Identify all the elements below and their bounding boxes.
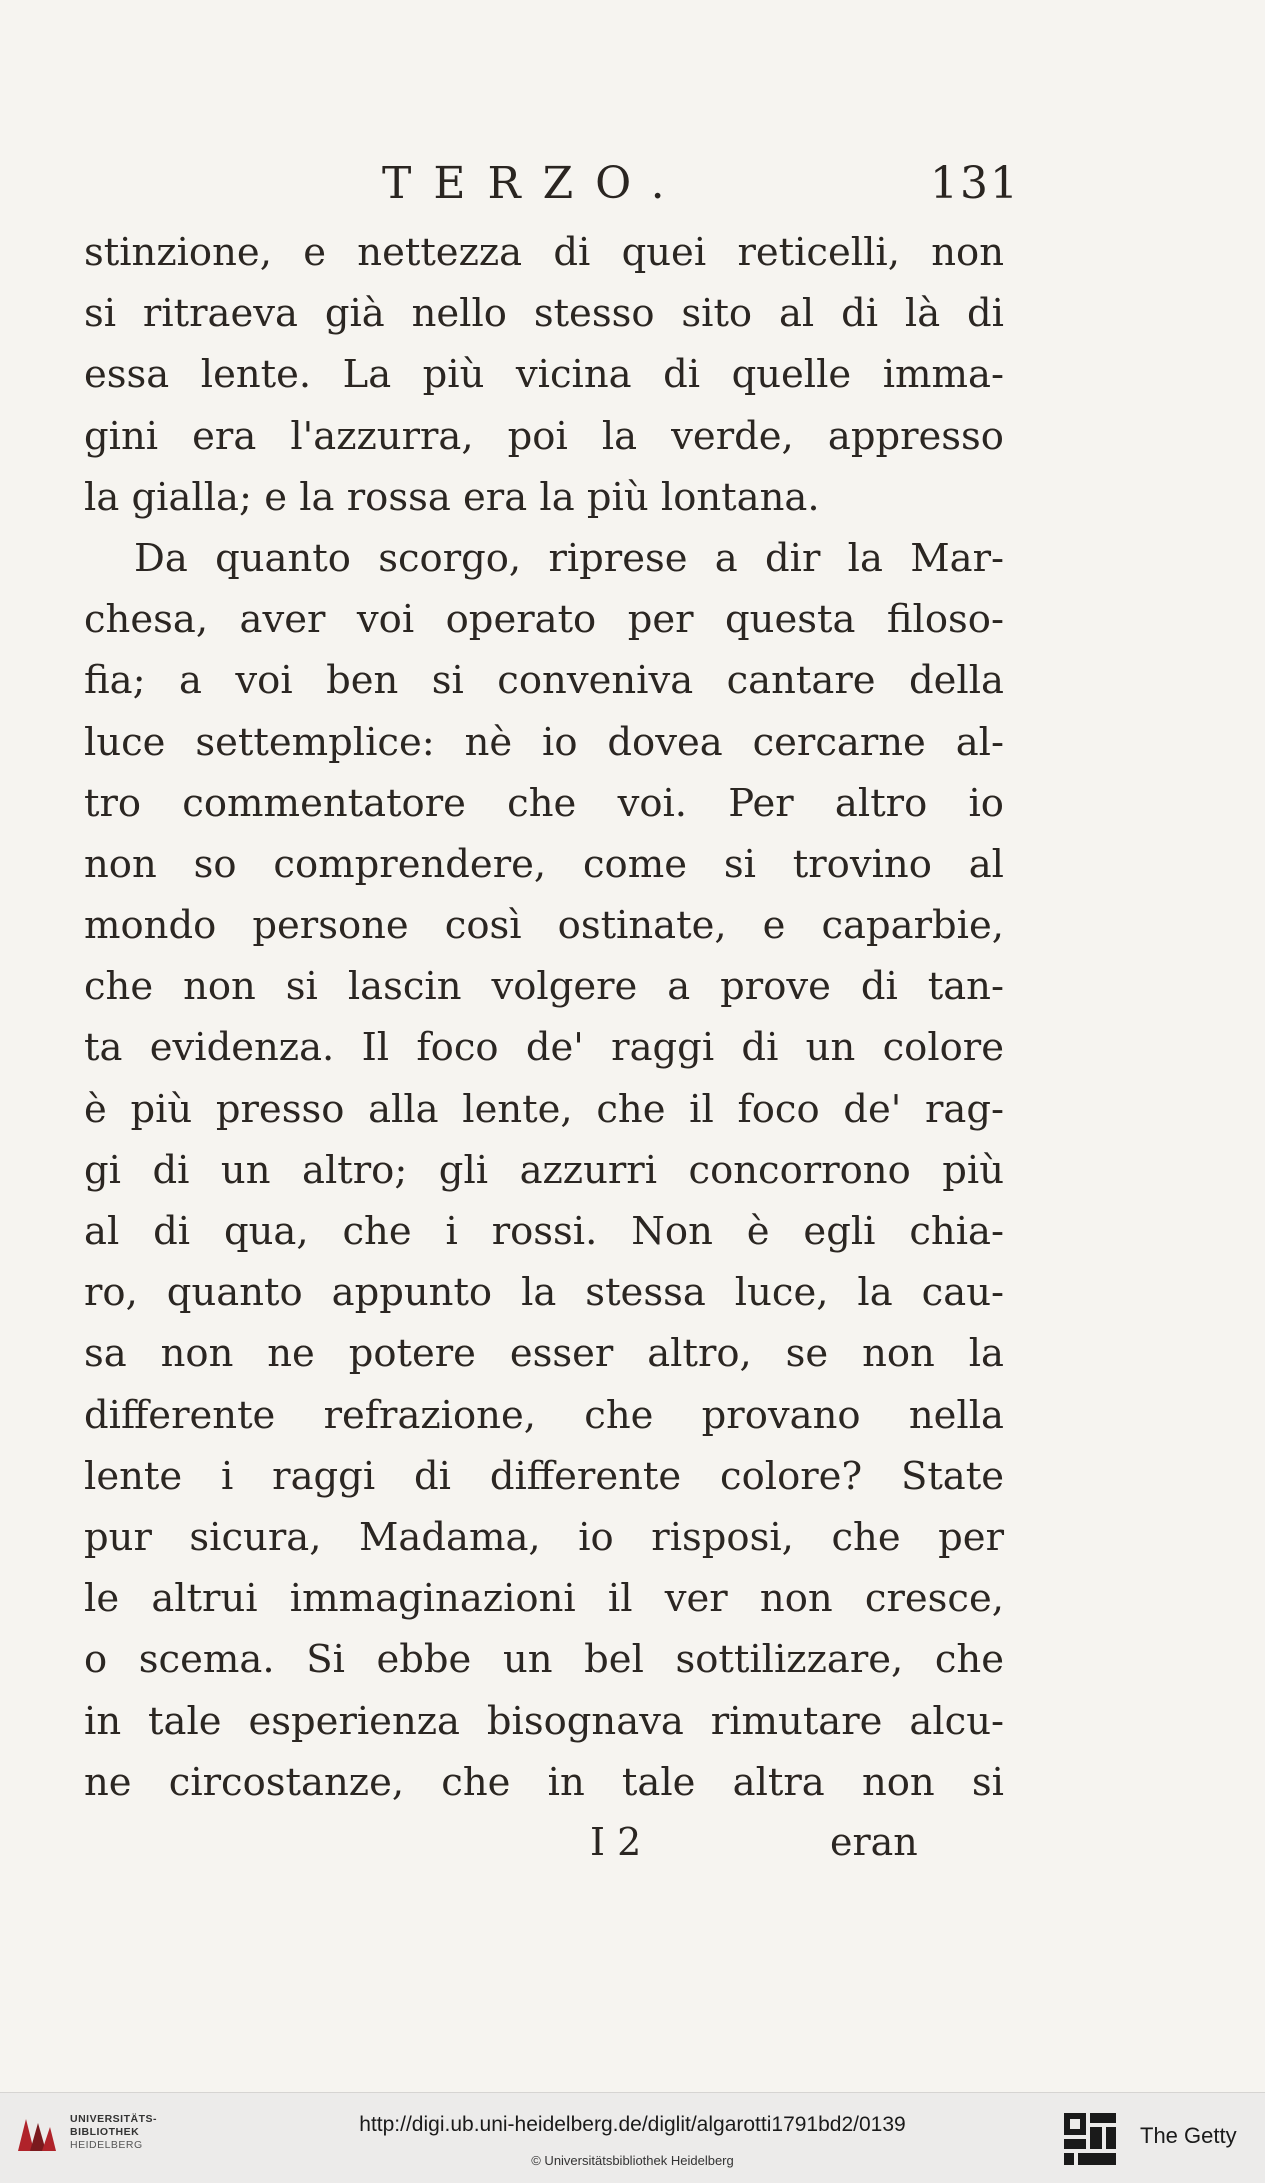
getty-logo-icon <box>1062 2111 1120 2169</box>
text-line: non so comprendere, come si trovino al <box>84 841 1004 887</box>
signature-mark: I 2 <box>590 1820 642 1864</box>
page-number: 131 <box>930 158 1020 209</box>
text-line: ta evidenza. Il foco de' raggi di un colore <box>84 1025 1004 1071</box>
text-line: chesa, aver voi operato per questa filoso- <box>84 597 1004 643</box>
text-line: o scema. Si ebbe un bel sottilizzare, che <box>84 1637 1004 1683</box>
partner-name: The Getty <box>1140 2123 1237 2148</box>
body-text <box>84 222 1004 1813</box>
text-line: in tale esperienza bisognava rimutare alcu- <box>84 1698 1004 1744</box>
text-line: differente refrazione, che provano nella <box>84 1392 1004 1438</box>
text-line: luce settemplice: nè io dovea cercarne al- <box>84 719 1004 765</box>
viewer-footer-bar <box>0 2092 1265 2183</box>
text-line: tro commentatore che voi. Per altro io <box>84 780 1004 826</box>
text-line: stinzione, e nettezza di quei reticelli, non <box>84 230 1004 275</box>
text-line: le altrui immaginazioni il ver non cresce, <box>84 1576 1004 1622</box>
text-line: sa non ne potere esser altro, se non la <box>84 1331 1004 1377</box>
text-line: è più presso alla lente, che il foco de' rag- <box>84 1086 1004 1132</box>
text-line: lente i raggi di differente colore? State <box>84 1453 1004 1499</box>
text-line: pur sicura, Madama, io risposi, che per <box>84 1514 1004 1560</box>
text-line: essa lente. La più vicina di quelle imma- <box>84 352 1004 398</box>
page-header <box>0 158 1265 218</box>
text-line: ne circostanze, che in tale altra non si <box>84 1759 1004 1805</box>
copyright-notice: © Universitätsbibliothek Heidelberg <box>531 2153 734 2168</box>
text-line: fia; a voi ben si conveniva cantare della <box>84 658 1004 704</box>
text-line: la gialla; e la rossa era la più lontana. <box>84 474 820 520</box>
text-line: gi di un altro; gli azzurri concorrono più <box>84 1147 1004 1193</box>
page-footer-line <box>0 1820 1265 1880</box>
catchword: eran <box>830 1820 918 1864</box>
running-title: TERZO. <box>382 158 687 209</box>
text-line: Da quanto scorgo, riprese a dir la Mar- <box>134 535 1004 581</box>
library-name-line: UNIVERSITÄTS- <box>70 2113 158 2125</box>
text-line: mondo persone così ostinate, e caparbie, <box>84 903 1004 949</box>
text-line: al di qua, che i rossi. Non è egli chia- <box>84 1209 1004 1254</box>
text-line: si ritraeva già nello stesso sito al di là di <box>84 291 1004 337</box>
text-line: gini era l'azzurra, poi la verde, appresso <box>84 413 1004 459</box>
text-line: che non si lascin volgere a prove di tan- <box>84 964 1004 1010</box>
text-line: ro, quanto appunto la stessa luce, la cau- <box>84 1270 1004 1316</box>
permalink-url[interactable]: http://digi.ub.uni-heidelberg.de/diglit/algarotti1791bd2/0139 <box>359 2113 906 2136</box>
library-name-line: HEIDELBERG <box>70 2139 143 2151</box>
library-name-line: BIBLIOTHEK <box>70 2126 140 2138</box>
